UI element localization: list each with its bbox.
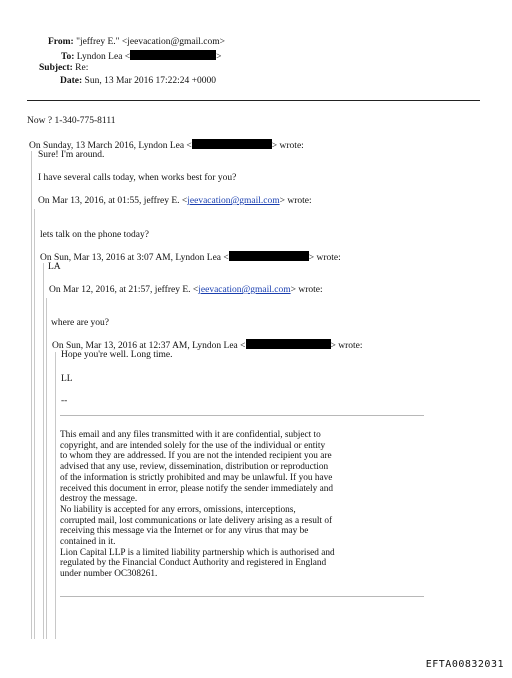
quote-text-2: lets talk on the phone today? (40, 230, 149, 240)
disclaimer-divider-bottom (60, 596, 424, 597)
disclaimer-line: destroy the message. (60, 494, 138, 505)
subject-label: Subject: (39, 63, 73, 73)
disclaimer-line: corrupted mail, lost communications or late delivery arising as a result of (60, 515, 333, 526)
header-date (60, 76, 216, 87)
document-id: EFTA00832031 (425, 659, 504, 670)
quote-bar-3 (43, 263, 44, 639)
disclaimer-line: Lion Capital LLP is a limited liability partnership which is authorised and (60, 547, 335, 558)
from-label: From: (48, 37, 74, 47)
attrib-prefix: On Sunday, 13 March 2016, Lyndon Lea < (29, 141, 192, 151)
disclaimer-line: contained in it. (60, 537, 116, 548)
disclaimer-line: advised that any use, review, dissemination, distribution or reproduction (60, 462, 329, 473)
disclaimer-line: No liability is accepted for any errors, omissions, interceptions, (60, 504, 296, 515)
disclaimer-line: of the information is strictly prohibited and may be unlawful. If you have (60, 472, 333, 483)
disclaimer-line: to whom they are addressed. If you are not the intended recipient you are (60, 451, 332, 462)
disclaimer-line: under number OC308261. (60, 569, 158, 580)
email-link[interactable]: jeevacation@gmail.com (187, 196, 280, 206)
quote-attribution-3 (40, 251, 341, 264)
redaction-box (130, 50, 216, 60)
attrib-suffix: > wrote: (279, 196, 312, 206)
header-to (61, 50, 222, 63)
attrib-prefix: On Sun, Mar 13, 2016 at 3:07 AM, Lyndon Lea < (40, 253, 229, 263)
disclaimer-divider-top (60, 415, 424, 416)
disclaimer-line: received this document in error, please notify the sender immediately and (60, 483, 334, 494)
quote-bar-2 (34, 209, 35, 639)
quote-text-1: Sure! I'm around. (38, 150, 105, 160)
header-from (48, 37, 225, 48)
quote-text-5: Hope you're well. Long time. (61, 350, 173, 360)
from-value: "jeffrey E." <jeevacation@gmail.com> (76, 37, 225, 47)
disclaimer-line: receiving this message via the Internet or for any virus that may be (60, 526, 309, 537)
header-divider (27, 100, 480, 101)
attrib-suffix: > wrote: (308, 253, 341, 263)
quote-bar-1 (31, 151, 32, 639)
email-link[interactable]: jeevacation@gmail.com (198, 285, 291, 295)
attrib-prefix: On Mar 12, 2016, at 21:57, jeffrey E. < (49, 285, 199, 295)
quote-text-3: LA (48, 262, 61, 272)
header-subject (39, 63, 88, 74)
redaction-box (229, 251, 309, 261)
quote-bar-4 (46, 298, 47, 639)
signature-initials: LL (61, 374, 73, 384)
redaction-box (246, 339, 331, 349)
date-label: Date: (60, 76, 83, 86)
disclaimer-line: regulated by the Financial Conduct Authority and registered in England (60, 558, 327, 569)
quote-attribution-4 (49, 285, 323, 296)
quote-text-1b: I have several calls today, when works best for you? (38, 173, 237, 183)
to-label: To: (61, 52, 75, 62)
quote-text-4: where are you? (51, 318, 110, 328)
quote-bar-5 (55, 352, 56, 639)
disclaimer-line: copyright, and are intended solely for the use of the individual or entity (60, 440, 326, 451)
to-prefix: Lyndon Lea < (76, 52, 131, 62)
signature-dashes: -- (61, 396, 68, 406)
quote-attribution-2 (38, 196, 312, 207)
attrib-prefix: On Sun, Mar 13, 2016 at 12:37 AM, Lyndon Lea < (52, 341, 246, 351)
attrib-suffix: > wrote: (290, 285, 323, 295)
to-suffix: > (216, 52, 222, 62)
disclaimer-line: This email and any files transmitted with it are confidential, subject to (60, 430, 321, 440)
attrib-suffix: > wrote: (271, 141, 304, 151)
subject-value: Re: (75, 63, 89, 73)
date-value: Sun, 13 Mar 2016 17:22:24 +0000 (84, 76, 217, 86)
attrib-suffix: > wrote: (330, 341, 363, 351)
attrib-prefix: On Mar 13, 2016, at 01:55, jeffrey E. < (38, 196, 188, 206)
disclaimer (60, 430, 360, 580)
redaction-box (192, 139, 272, 149)
reply-text: Now ? 1-340-775-8111 (27, 116, 116, 126)
